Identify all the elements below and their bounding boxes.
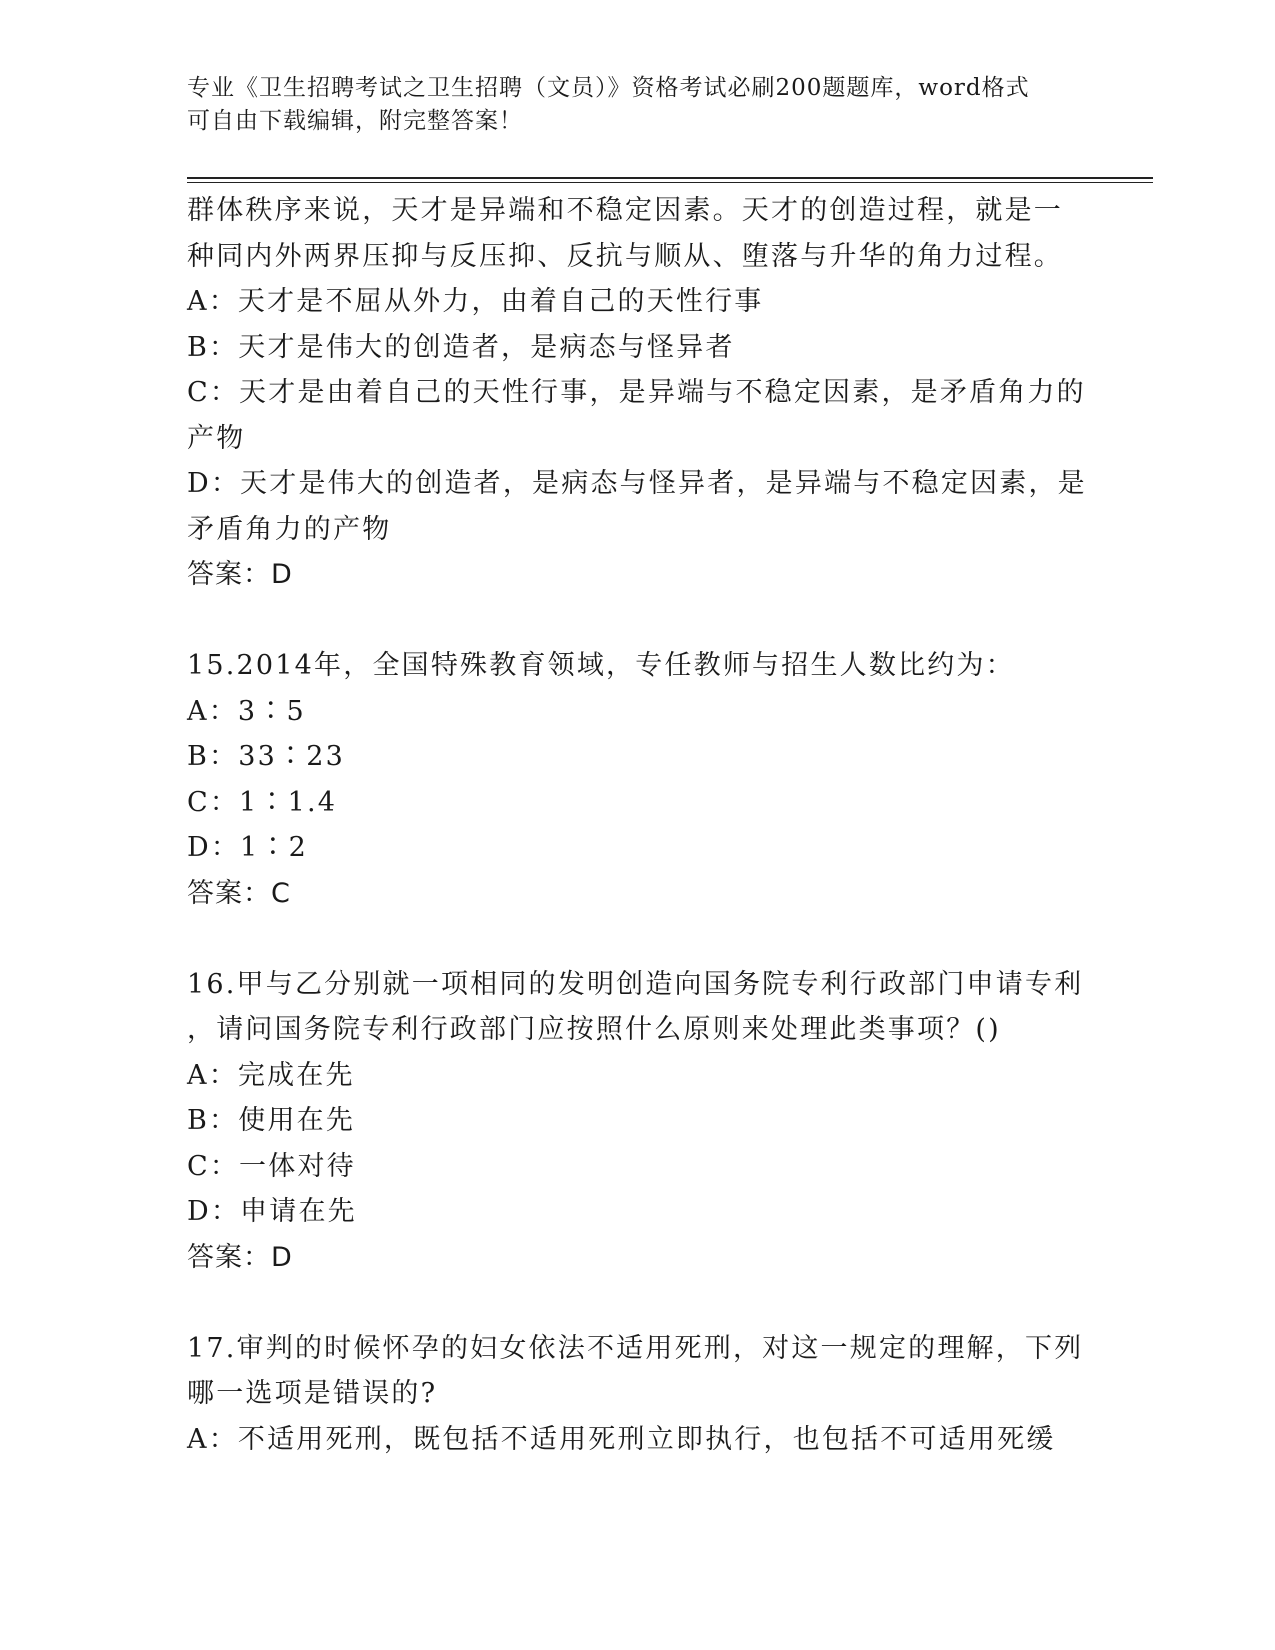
option-b: B：天才是伟大的创造者，是病态与怪异者 [187,331,735,363]
option-d: D：天才是伟大的创造者，是病态与怪异者，是异端与不稳定因素，是 [187,468,1087,499]
question-16 [187,962,1084,1281]
option-d: D：申请在先 [187,1196,357,1227]
page-header [187,72,1077,138]
question-stem: 哪一选项是错误的? [187,1378,438,1409]
header-title-line-1: 专业《卫生招聘考试之卫生招聘（文员）》资格考试必刷200题题库，word格式 [187,75,1030,101]
option-a: A：天才是不屈从外力，由着自己的天性行事 [187,286,764,317]
option-d: D：1∶2 [187,832,309,863]
header-title-line-2: 可自由下载编辑，附完整答案！ [187,108,523,134]
question-stem: 16.甲与乙分别就一项相同的发明创造向国务院专利行政部门申请专利 [187,968,1084,1000]
option-c: C：一体对待 [187,1150,356,1182]
answer: 答案：C [187,877,291,909]
option-d-continued: 矛盾角力的产物 [187,513,392,545]
spacer [187,598,1077,644]
option-b: B：使用在先 [187,1105,356,1136]
question-17 [187,1326,1084,1463]
question-list [187,188,1087,1462]
question-stem: 种同内外两界压抑与反压抑、反抗与顺从、堕落与升华的角力过程。 [187,240,1063,272]
question-stem: ，请问国务院专利行政部门应按照什么原则来处理此类事项？() [187,1014,1001,1045]
option-b: B：33∶23 [187,741,345,772]
option-c: C：1∶1.4 [187,786,338,818]
question-15 [187,643,1077,916]
header-divider-thin [187,182,1153,183]
spacer [187,1280,1077,1326]
option-a: A：3∶5 [187,695,306,727]
option-a: A：不适用死刑，既包括不适用死刑立即执行，也包括不可适用死缓 [187,1423,1056,1455]
question-stem: 群体秩序来说，天才是异端和不稳定因素。天才的创造过程，就是一 [187,195,1063,226]
header-divider-thick [187,177,1153,179]
question-stem: 17.审判的时候怀孕的妇女依法不适用死刑，对这一规定的理解，下列 [187,1332,1084,1364]
spacer [187,916,1077,962]
option-c: C：天才是由着自己的天性行事，是异端与不稳定因素，是矛盾角力的 [187,377,1086,408]
option-a: A：完成在先 [187,1059,355,1091]
question-14 [187,188,1087,598]
option-c-continued: 产物 [187,422,246,454]
answer: 答案：D [187,1241,293,1273]
question-stem: 15.2014年，全国特殊教育领域，专任教师与招生人数比约为： [187,650,1015,681]
answer: 答案：D [187,559,293,590]
